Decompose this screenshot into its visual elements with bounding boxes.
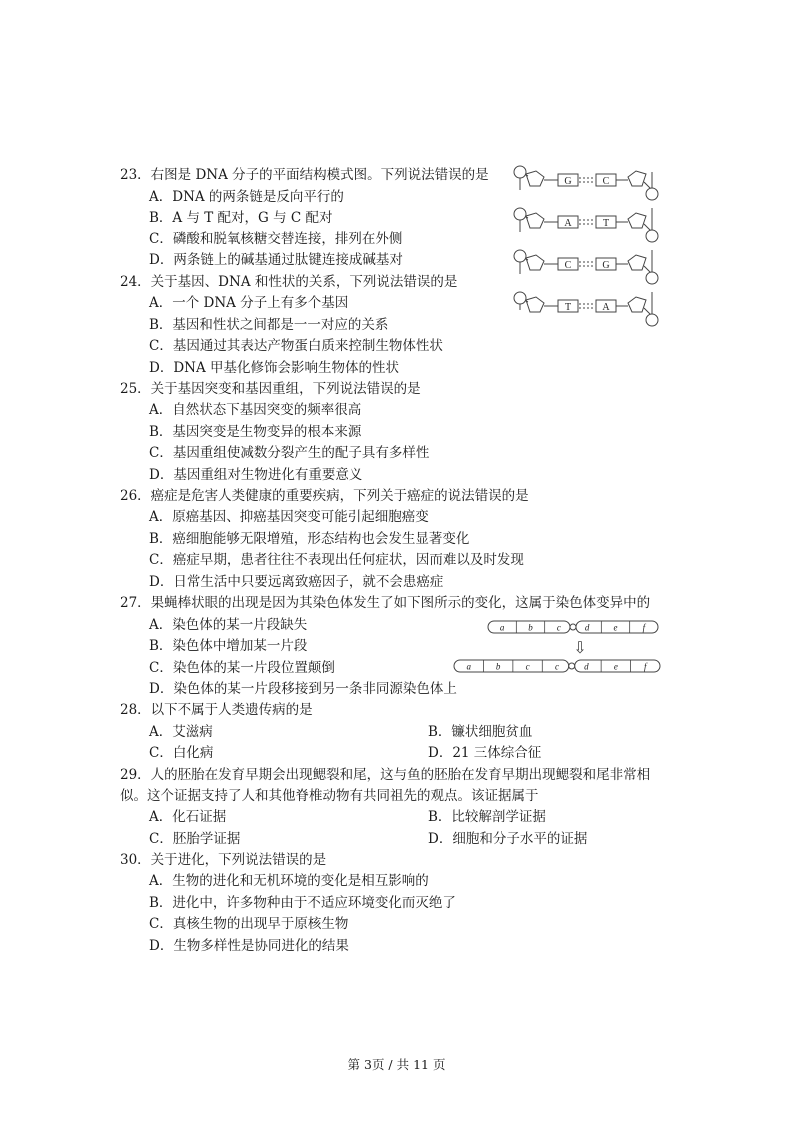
q29-option-b: B．比较解剖学证据: [428, 809, 546, 825]
gene-segment-label: a: [499, 622, 505, 633]
gene-segment-label: e: [613, 661, 618, 672]
q30-option-c: C．真核生物的出现早于原核生物: [149, 916, 349, 932]
q25-option-c: C．基因重组使减数分裂产生的配子具有多样性: [149, 445, 430, 461]
deoxyribose-left: [526, 171, 544, 186]
centromere: [570, 624, 576, 630]
q30-option-b: B．进化中，许多物种由于不适应环境变化而灭绝了: [149, 895, 456, 911]
gene-segment-label: f: [642, 622, 646, 633]
gene-segment-label: b: [495, 661, 501, 672]
q26-option-d: D．日常生活中只要远离致癌因子，就不会患癌症: [149, 574, 444, 590]
gene-segment-label: c: [525, 661, 530, 672]
q29-option-c: C．胚胎学证据: [149, 831, 241, 847]
base-label-left: T: [564, 302, 572, 313]
q25-option-b: B．基因突变是生物变异的根本来源: [149, 424, 362, 440]
deoxyribose-left: [526, 213, 544, 228]
down-arrow-icon: ⇩: [573, 638, 587, 657]
question-29-stem: 29．人的胚胎在发育早期会出现鳃裂和尾，这与鱼的胚胎在发育早期出现鳃裂和尾非常相: [120, 767, 651, 783]
gene-segment-label: d: [584, 622, 590, 633]
base-pair: [520, 255, 652, 274]
question-23-stem: 23．右图是 DNA 分子的平面结构模式图。下列说法错误的是: [120, 167, 489, 183]
q28-option-a: A．艾滋病: [149, 724, 213, 740]
q23-option-a: A．DNA 的两条链是反向平行的: [149, 189, 344, 205]
question-25-stem: 25．关于基因突变和基因重组，下列说法错误的是: [120, 381, 421, 397]
deoxyribose-right: [628, 171, 646, 186]
deoxyribose-right: [628, 255, 646, 270]
gene-segment-label: f: [644, 661, 647, 672]
base-label-left: A: [564, 218, 572, 229]
q30-option-a: A．生物的进化和无机环境的变化是相互影响的: [149, 873, 429, 889]
question-24-stem: 24．关于基因、DNA 和性状的关系，下列说法错误的是: [120, 274, 458, 290]
q30-option-d: D．生物多样性是协同进化的结果: [149, 938, 349, 954]
q24-option-b: B．基因和性状之间都是一一对应的关系: [149, 317, 389, 333]
base-label-right: C: [602, 176, 610, 187]
q25-option-a: A．自然状态下基因突变的频率很高: [149, 402, 362, 418]
page-footer: 第 3页 / 共 11 页: [347, 1057, 446, 1072]
q25-option-d: D．基因重组对生物进化有重要意义: [149, 467, 363, 483]
base-pair: [520, 297, 652, 316]
base-label-right: T: [602, 218, 610, 229]
chromosome: [488, 621, 658, 633]
question-29-stem-continued: 似。这个证据支持了人和其他脊椎动物有共同祖先的观点。该证据属于: [120, 788, 539, 804]
q26-option-a: A．原癌基因、抑癌基因突变可能引起细胞癌变: [149, 509, 429, 525]
base-label-left: C: [564, 260, 572, 271]
q24-option-c: C．基因通过其表达产物蛋白质来控制生物体性状: [149, 338, 443, 354]
q29-option-d: D．细胞和分子水平的证据: [428, 831, 588, 847]
base-label-left: G: [564, 176, 572, 187]
base-pair: [520, 171, 652, 190]
deoxyribose-right: [628, 297, 646, 312]
question-28-stem: 28．以下不属于人类遗传病的是: [120, 702, 313, 718]
q27-option-b: B．染色体中增加某一片段: [149, 638, 308, 654]
question-27-stem: 27．果蝇棒状眼的出现是因为其染色体发生了如下图所示的变化，这属于染色体变异中的: [120, 595, 651, 611]
q23-option-d: D．两条链上的碱基通过肽键连接成碱基对: [149, 252, 403, 268]
base-pair: [520, 213, 652, 232]
gene-segment-label: c: [555, 661, 559, 672]
dna-structure-figure: [512, 160, 662, 330]
q26-option-b: B．癌细胞能够无限增殖，形态结构也会发生显著变化: [149, 531, 470, 547]
q28-option-c: C．白化病: [149, 745, 214, 761]
q27-option-c: C．染色体的某一片段位置颠倒: [149, 660, 335, 676]
gene-segment-label: d: [584, 661, 589, 672]
deoxyribose-left: [526, 297, 544, 312]
q26-option-c: C．癌症早期，患者往往不表现出任何症状，因而难以及时发现: [149, 552, 524, 568]
q23-option-b: B．A 与 T 配对，G 与 C 配对: [149, 210, 333, 226]
q27-option-a: A．染色体的某一片段缺失: [149, 617, 308, 633]
deoxyribose-right: [628, 213, 646, 228]
q24-option-a: A．一个 DNA 分子上有多个基因: [149, 295, 349, 311]
centromere: [569, 663, 575, 669]
q24-option-d: D．DNA 甲基化修饰会影响生物体的性状: [149, 360, 400, 376]
chromosome: [454, 660, 660, 672]
gene-segment-label: a: [466, 661, 471, 672]
q27-option-d: D．染色体的某一片段移接到另一条非同源染色体上: [149, 681, 457, 697]
question-26-stem: 26．癌症是危害人类健康的重要疾病，下列关于癌症的说法错误的是: [120, 488, 529, 504]
chromosome-change-figure: [452, 614, 667, 680]
base-label-right: A: [602, 302, 610, 313]
q23-option-c: C．磷酸和脱氧核糖交替连接，排列在外侧: [149, 231, 403, 247]
gene-segment-label: c: [556, 622, 561, 633]
gene-segment-label: e: [613, 622, 618, 633]
q28-option-d: D．21 三体综合征: [428, 745, 542, 761]
deoxyribose-left: [526, 255, 544, 270]
q28-option-b: B．镰状细胞贫血: [428, 724, 533, 740]
q29-option-a: A．化石证据: [149, 809, 227, 825]
gene-segment-label: b: [528, 622, 533, 633]
question-30-stem: 30．关于进化，下列说法错误的是: [120, 852, 327, 868]
base-label-right: G: [602, 260, 610, 271]
